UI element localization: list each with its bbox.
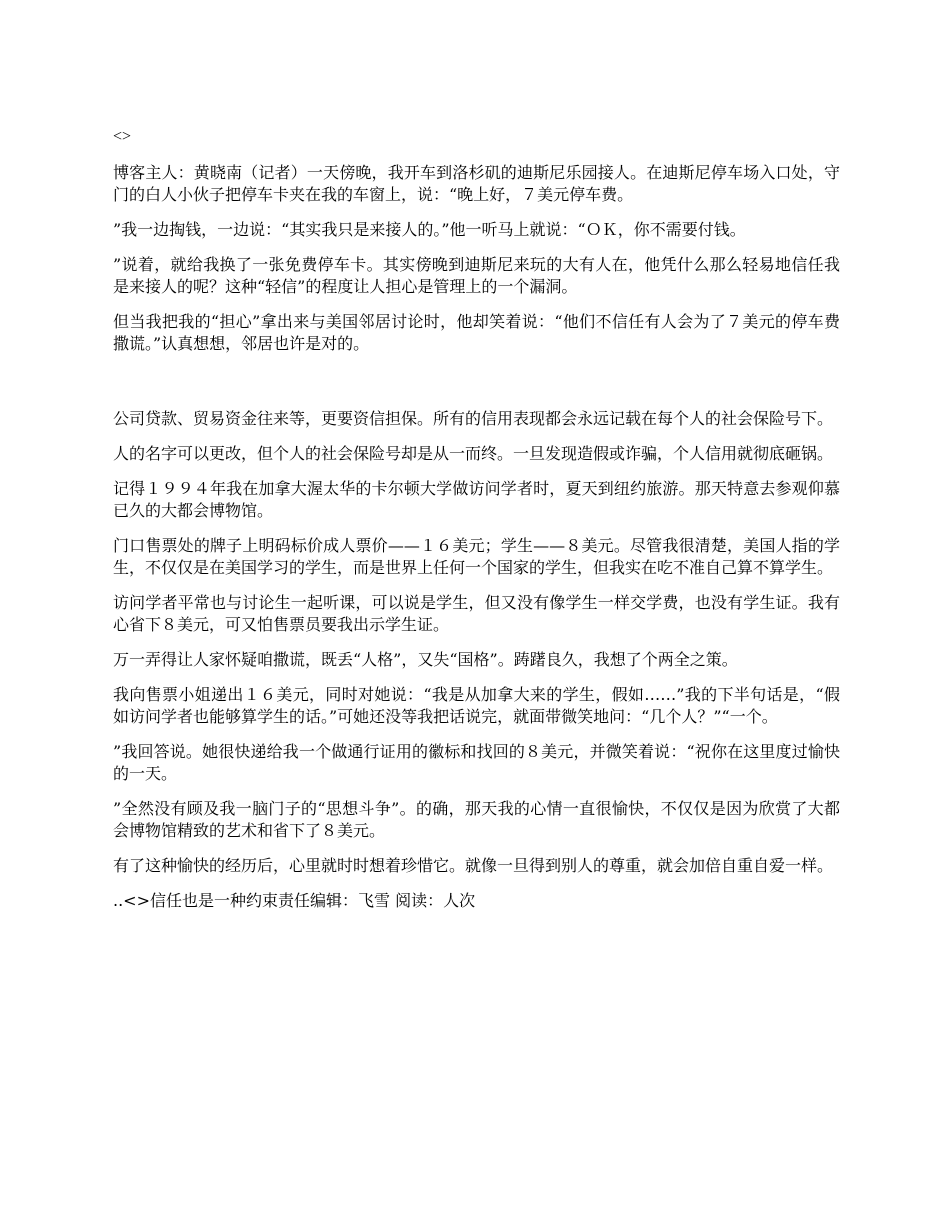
paragraph: 公司贷款、贸易资金往来等，更要资信担保。所有的信用表现都会永远记载在每个人的社会保险号下。 <box>113 409 834 428</box>
section-1 <box>113 162 840 355</box>
paragraph: 万一弄得让人家怀疑咱撒谎，既丢“人格”，又失“国格”。踌躇良久，我想了个两全之策。 <box>113 650 738 669</box>
paragraph: ”我回答说。她很快递给我一个做通行证用的徽标和找回的８美元，并微笑着说：“祝你在这里度过愉快的一天。 <box>113 742 840 783</box>
paragraph: ”我一边掏钱，一边说：“其实我只是来接人的。”他一听马上就说：“ＯＫ，你不需要付钱。 <box>113 220 746 239</box>
paragraph: 有了这种愉快的经历后，心里就时时想着珍惜它。就像一旦得到别人的尊重，就会加倍自重自爱一样。 <box>113 856 834 875</box>
document-page <box>113 126 840 912</box>
paragraph: 门口售票处的牌子上明码标价成人票价——１６美元；学生——８美元。尽管我很清楚，美国人指的学生，不仅仅是在美国学习的学生，而是世界上任何一个国家的学生，但我实在吃不准自己算不算学生。 <box>113 536 840 577</box>
footer-line: ..<>信任也是一种约束责任编辑：飞雪 阅读：人次 <box>113 891 476 910</box>
paragraph: ”全然没有顾及我一脑门子的“思想斗争”。的确，那天我的心情一直很愉快，不仅仅是因为欣赏了大都会博物馆精致的艺术和省下了８美元。 <box>113 799 840 840</box>
section-gap <box>113 368 840 408</box>
paragraph: 访问学者平常也与讨论生一起听课，可以说是学生，但又没有像学生一样交学费，也没有学生证。我有心省下８美元，可又怕售票员要我出示学生证。 <box>113 593 840 634</box>
paragraph: ”说着，就给我换了一张免费停车卡。其实傍晚到迪斯尼来玩的大有人在，他凭什么那么轻易地信任我是来接人的呢？这种“轻信”的程度让人担心是管理上的一个漏洞。 <box>113 255 840 296</box>
paragraph: 但当我把我的“担心”拿出来与美国邻居讨论时，他却笑着说：“他们不信任有人会为了７美元的停车费撒谎。”认真想想，邻居也许是对的。 <box>113 312 840 353</box>
header-mark: <> <box>113 128 132 145</box>
section-2 <box>113 408 840 877</box>
paragraph: 记得１９９４年我在加拿大渥太华的卡尔顿大学做访问学者时，夏天到纽约旅游。那天特意去参观仰慕已久的大都会博物馆。 <box>113 479 840 520</box>
paragraph: 人的名字可以更改，但个人的社会保险号却是从一而终。一旦发现造假或诈骗，个人信用就彻底砸锅。 <box>113 444 834 463</box>
paragraph: 博客主人：黄晓南（记者）一天傍晚，我开车到洛杉矶的迪斯尼乐园接人。在迪斯尼停车场入口处，守门的白人小伙子把停车卡夹在我的车窗上，说：“晚上好，７美元停车费。 <box>113 163 840 204</box>
paragraph: 我向售票小姐递出１６美元，同时对她说：“我是从加拿大来的学生，假如……”我的下半句话是，“假如访问学者也能够算学生的话。”可她还没等我把话说完，就面带微笑地问：“几个人？”“一个。 <box>113 685 840 726</box>
